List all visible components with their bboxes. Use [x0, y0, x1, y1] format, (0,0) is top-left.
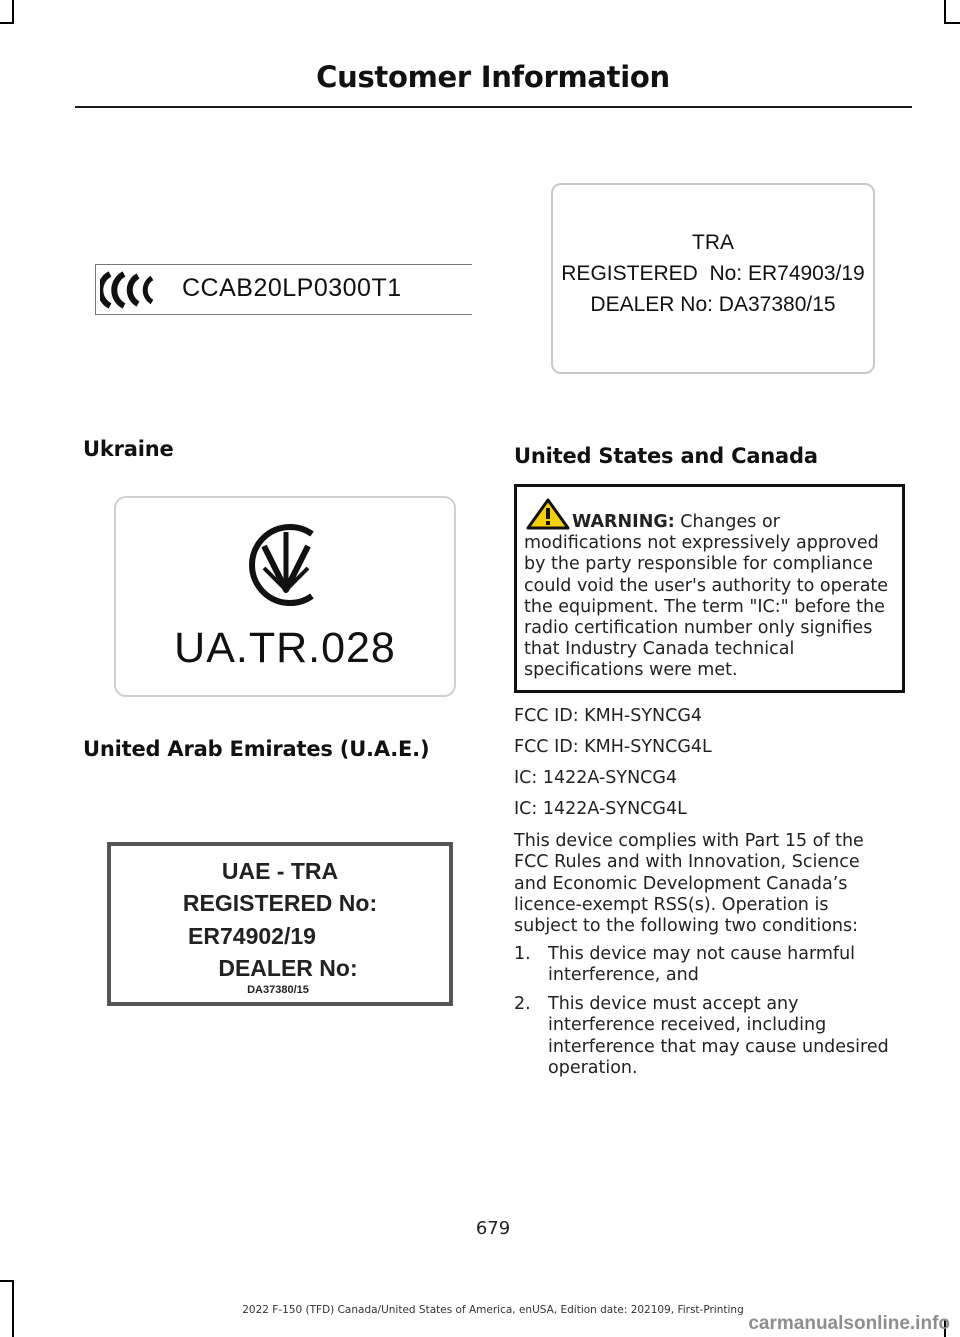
compliance-paragraph: This device complies with Part 15 of the FCC Rules and with Innovation, Science and Economic Development Canada’s licence-exempt RSS(s). Operation is subject to the following two conditions:: [514, 831, 864, 937]
uae-dealer: DEALER No:: [218, 955, 358, 981]
crop-mark-top-right: [944, 0, 946, 24]
ccab-code: CCAB20LP0300T1: [182, 274, 402, 302]
ic-id-2: IC: 1422A-SYNCG4L: [514, 799, 687, 819]
ukraine-code: UA.TR.028: [174, 624, 396, 672]
warning-text: [524, 512, 900, 682]
tra-registered: REGISTERED No: ER74903/19: [561, 262, 865, 285]
heading-us-canada: United States and Canada: [514, 444, 818, 468]
heading-uae: United Arab Emirates (U.A.E.): [83, 737, 430, 761]
ukraine-conformity-mark-icon: [234, 522, 338, 608]
warning-label: WARNING:: [572, 512, 675, 532]
header-divider: [75, 106, 912, 108]
crop-mark-top-left-h: [0, 22, 14, 24]
uae-certification-label: [107, 842, 453, 1006]
list-item-number: 1.: [514, 944, 531, 964]
tra-dealer: DEALER No: DA37380/15: [590, 293, 836, 316]
tra-certification-label: [551, 183, 875, 374]
uae-title: UAE - TRA: [221, 858, 339, 884]
crop-mark-bottom-left-h: [0, 1280, 14, 1282]
warning-box: [514, 484, 905, 693]
ic-id-1: IC: 1422A-SYNCG4: [514, 768, 678, 788]
list-item-number: 2.: [514, 994, 531, 1014]
wave-signal-icon: [100, 270, 160, 310]
page-title: Customer Information: [316, 60, 670, 94]
uae-registration-number: ER74902/19: [188, 923, 316, 949]
ukraine-certification-label: [114, 496, 456, 697]
edition-footer: 2022 F-150 (TFD) Canada/United States of America, enUSA, Edition date: 202109, First-Printing: [242, 1304, 744, 1316]
fcc-id-2: FCC ID: KMH-SYNCG4L: [514, 737, 712, 757]
heading-ukraine: Ukraine: [83, 437, 174, 461]
tra-title: TRA: [692, 231, 734, 254]
crop-mark-top-left: [12, 0, 14, 24]
ccab-certification-label: [95, 264, 472, 315]
list-item-text: This device may not cause harmful interference, and: [548, 944, 856, 986]
page-number: 679: [475, 1218, 511, 1239]
watermark: carmanualsonline.info: [748, 1313, 950, 1334]
list-item: [514, 994, 906, 1080]
warning-body: Changes or modifications not expressively approved by the party responsible for compliance could void the user's authority to operate the equipment. The term "IC:" before the radio certification number only signifies that Industry Canada technical specifications were met.: [524, 512, 889, 681]
crop-mark-top-right-h: [944, 22, 960, 24]
uae-registered: REGISTERED No:: [182, 890, 378, 916]
fcc-id-1: FCC ID: KMH-SYNCG4: [514, 706, 703, 726]
uae-dealer-number: DA37380/15: [247, 984, 309, 996]
list-item-text: This device must accept any interference received, including interference that may cause undesired operation.: [548, 994, 889, 1078]
list-item: [514, 944, 906, 988]
